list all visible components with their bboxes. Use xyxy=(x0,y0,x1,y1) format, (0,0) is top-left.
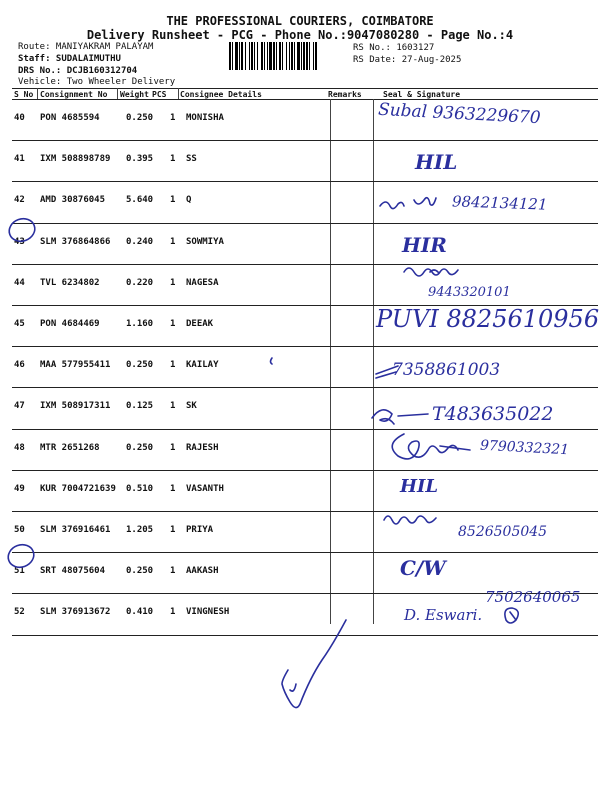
row-consignment-no: SLM 376913672 xyxy=(40,607,111,618)
row-consignment-no: IXM 508917311 xyxy=(40,401,111,412)
row-consignment-no: KUR 7004721639 xyxy=(40,483,116,494)
handwritten-scribble xyxy=(505,608,518,623)
handwritten-scribble xyxy=(384,516,436,524)
company-title: THE PROFESSIONAL COURIERS, COIMBATORE xyxy=(166,14,434,28)
staff-label: Staff: SUDALAIMUTHU xyxy=(18,54,121,64)
row-sno: 46 xyxy=(14,360,25,371)
row-pcs: 1 xyxy=(170,236,176,247)
row-weight: 1.160 xyxy=(126,319,154,329)
row-sno: 42 xyxy=(14,195,25,206)
row-pcs: 1 xyxy=(170,401,176,412)
row-weight: 0.250 xyxy=(126,360,154,371)
row-consignee: VINGNESH xyxy=(186,607,230,618)
row-consignment-no: AMD 30876045 xyxy=(40,195,106,206)
rs-date: RS Date: 27-Aug-2025 xyxy=(353,55,462,65)
handwritten-phone: T483635022 xyxy=(432,403,554,425)
col-header-seal: Seal & Signature xyxy=(383,90,461,99)
handwritten-scribble xyxy=(392,434,470,459)
row-weight: 5.640 xyxy=(126,195,154,206)
row-pcs: 1 xyxy=(170,483,176,494)
handwritten-scribble xyxy=(380,198,436,209)
row-consignment-no: MTR 2651268 xyxy=(40,442,100,453)
row-consignee: SK xyxy=(186,401,197,412)
row-consignee: MONISHA xyxy=(186,113,224,123)
handwritten-phone: 7502640065 xyxy=(485,588,581,606)
row-sno: 52 xyxy=(14,607,25,618)
check-mark xyxy=(282,620,346,708)
runsheet-subtitle: Delivery Runsheet - PCG - Phone No.:9047080280 - Page No.:4 xyxy=(86,28,514,42)
row-pcs: 1 xyxy=(170,442,176,453)
row-consignee: RAJESH xyxy=(186,442,219,453)
row-weight: 0.240 xyxy=(126,236,154,247)
col-header-pcs: PCS xyxy=(152,90,167,99)
col-header-remarks: Remarks xyxy=(328,90,362,99)
circle-mark xyxy=(6,215,38,245)
handwritten-name: D. Eswari. xyxy=(404,606,483,624)
vehicle-label: Vehicle: Two Wheeler Delivery xyxy=(18,77,176,87)
handwritten-scribble xyxy=(372,410,428,424)
row-pcs: 1 xyxy=(170,566,176,577)
handwritten-scribble xyxy=(376,366,398,378)
row-pcs: 1 xyxy=(170,195,176,206)
row-consignee: Q xyxy=(186,195,192,206)
row-sno: 45 xyxy=(14,319,25,329)
small-mark xyxy=(271,358,273,364)
row-consignment-no: SLM 376864866 xyxy=(40,236,111,247)
handwritten-phone: 9842134121 xyxy=(451,192,548,214)
row-weight: 0.410 xyxy=(126,607,154,618)
check-mark xyxy=(290,684,296,691)
handwritten-remark: HIL xyxy=(415,150,458,174)
handwritten-remark: HIL xyxy=(400,476,439,497)
row-consignment-no: IXM 508898789 xyxy=(40,154,111,165)
row-weight: 0.220 xyxy=(126,277,154,288)
col-header-weight: Weight xyxy=(120,90,149,99)
row-weight: 0.395 xyxy=(126,154,154,165)
row-weight: 0.250 xyxy=(126,113,154,123)
row-weight: 1.205 xyxy=(126,525,154,535)
handwritten-phone: 7358861003 xyxy=(392,360,501,380)
row-sno: 50 xyxy=(14,525,25,535)
row-sno: 51 xyxy=(14,566,25,577)
col-header-consignment: Consignment No xyxy=(40,90,108,99)
row-sno: 40 xyxy=(14,113,25,123)
row-consignee: PRIYA xyxy=(186,525,214,535)
handwritten-phone: 8526505045 xyxy=(458,524,548,540)
handwritten-remark: C/W xyxy=(400,556,446,580)
row-consignee: AAKASH xyxy=(186,566,219,577)
handwritten-phone: 9443320101 xyxy=(428,285,511,300)
circle-mark xyxy=(5,541,37,571)
row-consignee: SOWMIYA xyxy=(186,236,224,247)
row-pcs: 1 xyxy=(170,154,176,165)
row-sno: 44 xyxy=(14,277,25,288)
col-header-sno: S No xyxy=(14,90,34,99)
row-consignment-no: SLM 376916461 xyxy=(40,525,111,535)
row-pcs: 1 xyxy=(170,607,176,618)
row-sno: 48 xyxy=(14,442,25,453)
row-pcs: 1 xyxy=(170,525,176,535)
row-sno: 49 xyxy=(14,483,25,494)
row-weight: 0.250 xyxy=(126,442,154,453)
row-weight: 0.250 xyxy=(126,566,154,577)
row-pcs: 1 xyxy=(170,319,176,329)
row-consignee: DEEAK xyxy=(186,319,214,329)
handwritten-scribble xyxy=(404,268,458,276)
row-pcs: 1 xyxy=(170,360,176,371)
handwritten-signature: Subal 9363229670 xyxy=(377,99,542,129)
row-sno: 41 xyxy=(14,154,25,165)
rs-number: RS No.: 1603127 xyxy=(353,43,435,53)
row-pcs: 1 xyxy=(170,113,176,123)
handwritten-phone: 9790332321 xyxy=(479,437,570,459)
row-sno: 47 xyxy=(14,401,25,412)
handwritten-remark: HIR xyxy=(402,233,447,257)
row-consignee: VASANTH xyxy=(186,483,224,494)
row-consignee: NAGESA xyxy=(186,277,219,288)
row-consignment-no: MAA 577955411 xyxy=(40,360,111,371)
route-label: Route: MANIYAKRAM PALAYAM xyxy=(18,42,154,52)
row-consignee: SS xyxy=(186,154,197,165)
row-consignment-no: PON 4684469 xyxy=(40,319,100,329)
row-consignee: KAILAY xyxy=(186,360,219,371)
row-consignment-no: TVL 6234802 xyxy=(40,277,100,288)
col-header-consignee: Consignee Details xyxy=(180,90,262,99)
row-consignment-no: PON 4685594 xyxy=(40,113,100,123)
drs-number: DRS No.: DCJB160312704 xyxy=(18,66,138,76)
handwritten-signature: PUVI 8825610956 xyxy=(376,305,600,333)
row-weight: 0.125 xyxy=(126,401,154,412)
row-sno: 43 xyxy=(14,236,25,247)
row-consignment-no: SRT 48075604 xyxy=(40,566,106,577)
row-pcs: 1 xyxy=(170,277,176,288)
row-weight: 0.510 xyxy=(126,483,154,494)
